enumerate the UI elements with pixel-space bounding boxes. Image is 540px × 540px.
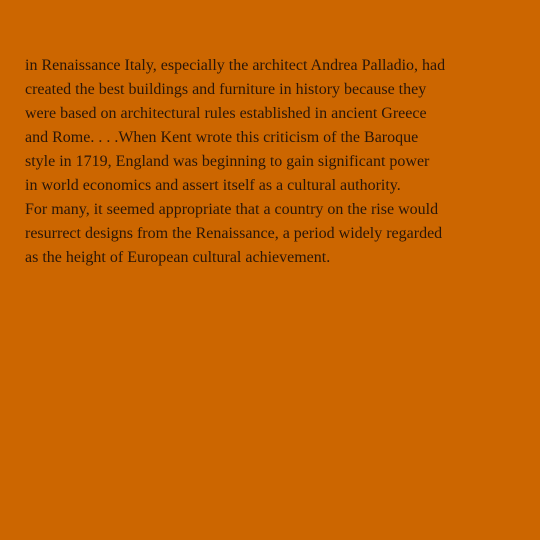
passage-text (25, 54, 525, 270)
passage-line: were based on architectural rules established in ancient Greece (25, 105, 427, 122)
passage-line: in world economics and assert itself as a cultural authority. (25, 177, 401, 194)
passage-line: style in 1719, England was beginning to gain significant power (25, 153, 430, 170)
passage-line: For many, it seemed appropriate that a country on the rise would (25, 201, 439, 218)
passage-line: resurrect designs from the Renaissance, a period widely regarded (25, 225, 443, 242)
passage-line: as the height of European cultural achievement. (25, 249, 331, 266)
passage-line: and Rome. . . .When Kent wrote this criticism of the Baroque (25, 129, 419, 146)
passage-line: created the best buildings and furniture in history because they (25, 81, 427, 98)
passage-line: in Renaissance Italy, especially the architect Andrea Palladio, had (25, 57, 446, 74)
